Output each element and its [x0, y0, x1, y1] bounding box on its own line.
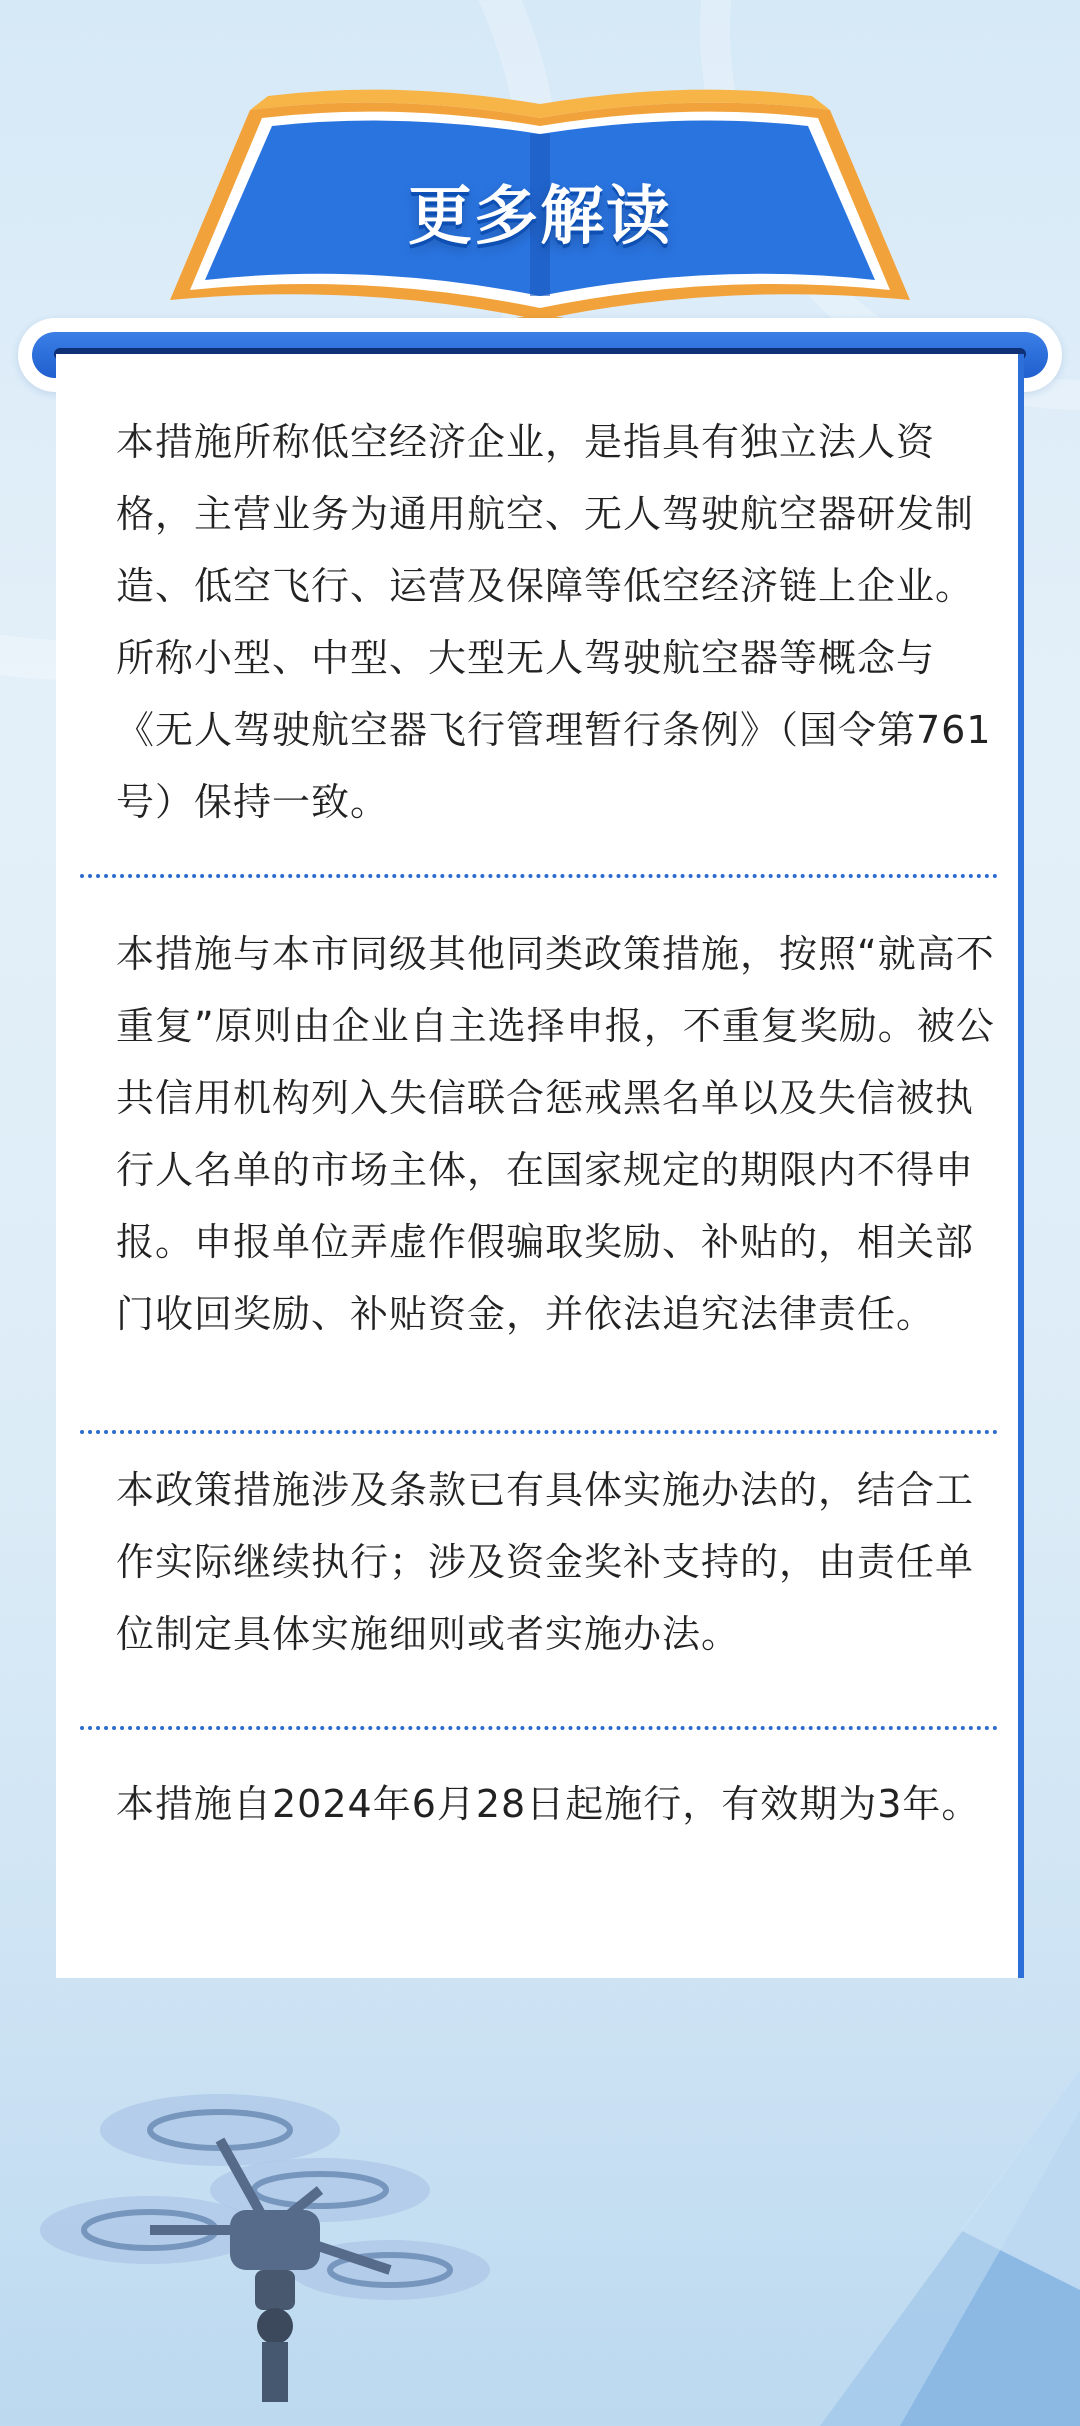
dotted-divider [80, 874, 998, 878]
paragraph-definition: 本措施所称低空经济企业，是指具有独立法人资格，主营业务为通用航空、无人驾驶航空器研发制造、低空飞行、运营及保障等低空经济链上企业。所称小型、中型、大型无人驾驶航空器等概念与《无人驾驶航空器飞行管理暂行条例》（国令第761号）保持一致。 [116, 420, 992, 824]
paragraph-implementation: 本政策措施涉及条款已有具体实施办法的，结合工作实际继续执行；涉及资金奖补支持的，由责任单位制定具体实施细则或者实施办法。 [116, 1468, 975, 1656]
page-title: 更多解读 [408, 180, 672, 254]
header-banner [0, 0, 1080, 340]
dotted-divider [80, 1430, 998, 1434]
paragraph-effective-date: 本措施自2024年6月28日起施行，有效期为3年。 [116, 1782, 981, 1826]
content-card [56, 354, 1024, 1978]
dotted-divider [80, 1726, 998, 1730]
paragraph-no-duplicate: 本措施与本市同级其他同类政策措施，按照“就高不重复”原则由企业自主选择申报，不重复奖励。被公共信用机构列入失信联合惩戒黑名单以及失信被执行人名单的市场主体，在国家规定的期限内不得申报。申报单位弄虚作假骗取奖励、补贴的，相关部门收回奖励、补贴资金，并依法追究法律责任。 [116, 932, 995, 1336]
drone-illustration [0, 2080, 1080, 2426]
